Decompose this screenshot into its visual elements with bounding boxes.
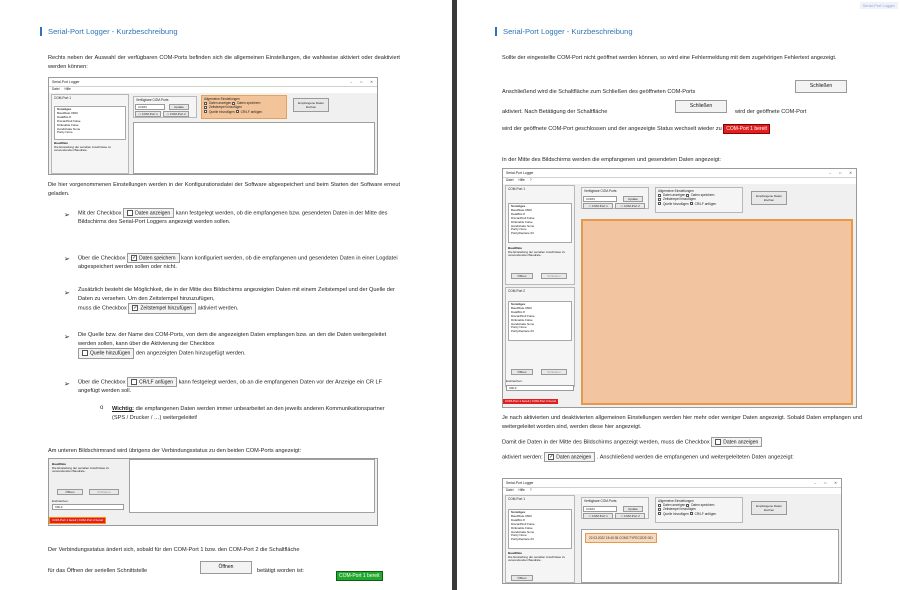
menu-file: Datei [506, 178, 514, 182]
tree-row: DiscardNull False [511, 215, 535, 220]
update-button[interactable]: Update [169, 104, 189, 110]
bullet-save-data: Über die Checkbox ✓ Daten speichern kann konfiguriert werden, ob die empfangenen und gesendeten Daten in einer Logdatei abgespeichert werden sollen oder nicht. [78, 255, 398, 271]
inline-checkbox-save-data: ✓ Daten speichern [127, 253, 179, 263]
page-heading: Serial-Port Logger - Kurzbeschreibung [495, 27, 633, 36]
after-shot-paragraph: Die hier vorgenommenen Einstellungen werden in der Konfigurationsdatei der Software abgespeichert und beim Starten der Software erneut geladen. [48, 182, 400, 197]
to-com-port-1-button[interactable]: -> COM-Port 1 [583, 203, 613, 209]
window-titlebar [503, 169, 856, 178]
tree-header: Sonstiges [511, 510, 526, 514]
cb-source[interactable]: Quelle hinzufügen [209, 109, 235, 114]
bullet-source: Die Quelle bzw. der Name des COM-Ports, von dem die angezeigten Daten empfangen bzw. an den die Daten weitergeleitet werden sollen, kann über die Aktivierung der Checkbox Quelle hinzufügen den angezeigten Daten hinzugefügt werden. [78, 332, 387, 357]
close-button[interactable]: Schließen [541, 369, 567, 375]
tree-row: Parity None [511, 325, 527, 330]
sub-bullet-icon: o [100, 405, 104, 411]
properties-tree [508, 509, 572, 549]
general-settings-label: Allgemeine Einstellungen [204, 97, 240, 101]
minimize-icon: – [814, 480, 817, 485]
open-button[interactable]: Öffnen [511, 273, 533, 279]
status-green-badge: COM-Port 1 bereit [336, 564, 383, 582]
tree-row: Handshake None [511, 321, 535, 326]
checkmark-icon: ✓ [132, 255, 137, 261]
clear-received-button[interactable]: Empfangene Daten löschen [293, 98, 329, 112]
close-button-illustration: Schließen [795, 80, 847, 93]
sub-bullet-important: Wichtig: die empfangenen Daten werden immer unbearbeitet an den jeweils anderen Kommunikationspartner (SPS / Drucker / …) weitergeleitet! [112, 406, 385, 421]
watermark: Serial-Port Logger [860, 2, 898, 9]
checkbox-icon [127, 210, 133, 216]
status-bar-badge: COM-Port 1 bereit | COM-Port 2 bereit [49, 517, 106, 524]
checkbox-icon [82, 350, 88, 356]
menu-bar [503, 488, 841, 494]
checkbox-icon [690, 202, 693, 205]
checkbox-icon [715, 439, 721, 445]
data-shown-screenshot [502, 478, 842, 584]
baud-description: BaudRate Die Einstellung der seriellen Anschlüsse zu verwendenden Baudrate. [54, 141, 112, 153]
tree-row: Handshake None [511, 223, 535, 228]
minimize-icon: – [829, 170, 832, 175]
show-checkbox-paragraph-2: aktiviert werden: ✓ Daten anzeigen . Anschließend werden die empfangenen und weitergeleiteten Daten angezeigt: [502, 454, 794, 461]
checkmark-icon: ✓ [133, 305, 138, 312]
baud-description: BaudRate Die Einstellung der seriellen Anschlüsse zu verwendenden Baudrate. [52, 462, 110, 474]
tree-row: DtrEnable False [511, 219, 533, 224]
tree-row: DiscardNull False [511, 521, 535, 526]
cb-save-data[interactable]: Daten speichern [237, 101, 261, 106]
tree-row: Parity None [511, 227, 527, 232]
window-title: Serial-Port Logger [506, 170, 534, 175]
show-checkbox-paragraph: Damit die Daten in der Mitte des Bildschirms angezeigt werden, muss die Checkbox Daten anzeigen [502, 437, 862, 447]
page-heading: Serial-Port Logger - Kurzbeschreibung [40, 27, 178, 36]
clear-received-button[interactable]: Empfangene Daten löschen [751, 191, 787, 205]
close-button-paragraph-b: aktiviert. Nach Betätigung der Schaltfläche [502, 109, 608, 115]
close-button-illustration: Schließen [675, 100, 727, 113]
general-settings-label: Allgemeine Einstellungen [658, 499, 694, 503]
cb-timestamp[interactable]: Zeitstempel hinzufügen [663, 197, 696, 202]
general-settings-label: Allgemeine Einstellungen [658, 189, 694, 193]
open-button-illustration: Öffnen [200, 561, 252, 574]
cb-source[interactable]: Quelle hinzufügen [663, 511, 689, 516]
open-button[interactable]: Öffnen [511, 575, 533, 581]
window-title: Serial-Port Logger [52, 79, 80, 84]
menu-about: ? [529, 488, 532, 492]
window-title: Serial-Port Logger [506, 480, 534, 485]
important-label: Wichtig: [112, 406, 135, 412]
close-button-paragraph-a: Anschließend wird die Schaltfläche zum Schließen des geöffneten COM-Ports [502, 89, 696, 95]
tree-row: DiscardNull False [57, 118, 81, 123]
arrow-bullet-icon: ➢ [64, 255, 70, 263]
end-char-label: Endzeichen: [506, 379, 523, 383]
menu-help: Hilfe [518, 178, 525, 182]
checkbox-icon [658, 508, 661, 511]
data-display-area [133, 122, 375, 174]
tree-row: DiscardNull False [511, 313, 535, 318]
window-titlebar [503, 479, 841, 488]
tree-row: Parity None [511, 533, 527, 538]
data-area-screenshot [502, 168, 857, 408]
data-display-area [581, 529, 839, 583]
end-char-select[interactable]: CRLF [52, 504, 124, 510]
tree-row: Handshake None [57, 126, 81, 131]
available-ports-label: Verfügbare COM-Ports [584, 499, 617, 503]
tree-row: DtrEnable False [511, 317, 533, 322]
data-display-area [129, 459, 375, 513]
arrow-bullet-icon: ➢ [64, 333, 70, 341]
update-button[interactable]: Update [623, 196, 643, 202]
tree-row: DataBits 8 [511, 309, 525, 314]
com-port-1-label: COM-Port 1 [508, 187, 526, 191]
menu-about: ? [529, 178, 532, 182]
clear-received-button[interactable]: Empfangene Daten löschen [751, 501, 787, 515]
end-char-label: Endzeichen: [52, 499, 69, 503]
bullet-crlf: Über die Checkbox CR/LF anfügen kann festgelegt werden, ob an die empfangenen Daten vor der Anzeige ein CR LF angefügt werden soll. [78, 377, 398, 396]
open-button[interactable]: Öffnen [57, 489, 83, 495]
to-com-port-1-button[interactable]: -> COM-Port 1 [135, 111, 161, 117]
close-icon: ✕ [370, 79, 373, 84]
tree-row: Handshake None [511, 529, 535, 534]
cb-crlf[interactable]: CR/LF anfügen [694, 511, 717, 516]
tree-header: Sonstiges [511, 302, 526, 306]
maximize-icon: □ [824, 480, 827, 485]
maximize-icon: □ [839, 170, 842, 175]
general-settings-group [655, 187, 743, 213]
menu-file: Datei [506, 488, 514, 492]
tree-row: Parity None [57, 130, 73, 135]
tree-header: Sonstiges [511, 204, 526, 208]
status-red-badge: COM-Port 1 bereit [723, 124, 770, 134]
data-line: 22.03.2022 15:40:35 COM3 TYPECODE 001 [585, 533, 657, 543]
tree-row: DataBits 8 [511, 517, 525, 522]
close-button-paragraph-c1: wird der geöffnete COM-Port [735, 109, 807, 115]
inline-checkbox-source: Quelle hinzufügen [78, 348, 134, 358]
checkbox-icon [658, 194, 661, 197]
checkmark-icon: ✓ [549, 454, 554, 460]
cb-crlf[interactable]: CR/LF anfügen [240, 109, 263, 114]
com-port-1-label: COM-Port 1 [54, 96, 72, 100]
cb-save-data[interactable]: Daten speichern [691, 193, 715, 198]
tree-row: BaudRate 9600 [57, 110, 78, 115]
bullet-timestamp: Zusätzlich besteht die Möglichkeit, die in der Mitte des Bildschirms angezeigten Daten mit einem Zeitstempel und der Quelle der Daten zu versehen. Um den Zeitstempel hinzuzufügen, muss die Checkbox ✓ Zeitstempel hinzufügen aktiviert werden. [78, 287, 395, 312]
window-titlebar [49, 78, 377, 87]
arrow-bullet-icon: ➢ [64, 211, 70, 219]
arrow-bullet-icon: ➢ [64, 380, 70, 388]
update-button[interactable]: Update [623, 506, 643, 512]
settings-effect-paragraph: Je nach aktivierten und deaktivierten allgemeinen Einstellungen werden hier mehr oder weniger Daten angezeigt. Sobald Daten empfangen und weitergeleitet worden sind, werden diese hier angezeigt. [502, 415, 862, 430]
maximize-icon: □ [360, 79, 363, 84]
to-com-port-1-button[interactable]: -> COM-Port 1 [583, 513, 613, 519]
general-settings-group [201, 95, 287, 119]
baud-description: BaudRate Die Einstellung der seriellen Anschlüsse zu verwendenden Baudrate. [508, 246, 566, 258]
minimize-icon: – [350, 79, 353, 84]
tree-row: DataBits 8 [57, 114, 71, 119]
inline-checkbox-timestamp: ✓ Zeitstempel hinzufügen [128, 303, 196, 313]
cb-timestamp[interactable]: Zeitstempel hinzufügen [663, 507, 696, 512]
available-ports-label: Verfügbare COM-Ports [584, 189, 617, 193]
tree-row: DtrEnable False [511, 525, 533, 530]
checkbox-icon [658, 504, 661, 507]
checkbox-icon [204, 102, 207, 105]
checkbox-icon [686, 194, 689, 197]
cb-show-data[interactable]: Daten anzeigen [663, 193, 686, 198]
tree-row: BaudRate 9600 [511, 207, 532, 212]
cb-show-data[interactable]: Daten anzeigen [209, 101, 232, 106]
tree-row: DataBits 8 [511, 211, 525, 216]
final-paragraph-3: betätigt worden ist: [257, 568, 304, 574]
to-com-port-2-button[interactable]: -> COM-Port 2 [615, 513, 645, 519]
properties-tree [508, 203, 572, 243]
com-port-select[interactable]: COM4 [135, 104, 165, 110]
settings-screenshot [48, 77, 378, 175]
bullet-show-data: Mit der Checkbox Daten anzeigen kann festgelegt werden, ob die empfangenen bzw. gesendeten Daten in der Mitte des Bildschirms des Serial-Port Loggers angezeigt werden sollen. [78, 208, 398, 227]
arrow-bullet-icon: ➢ [64, 289, 70, 297]
tree-row: ParityReplace 63 [511, 231, 534, 236]
checkbox-icon [204, 106, 207, 109]
data-display-area-highlighted [581, 219, 853, 405]
tree-row: DtrEnable False [57, 122, 79, 127]
tree-row: ParityReplace 63 [511, 329, 534, 334]
com-port-select[interactable]: COM4 [583, 506, 617, 512]
cb-crlf[interactable]: CR/LF anfügen [694, 201, 717, 206]
checkbox-icon [232, 102, 235, 105]
intro-paragraph: Rechts neben der Auswahl der verfügbaren COM-Ports befinden sich die allgemeinen Einstellungen, die wahlweise aktiviert oder deaktiviert werden können: [48, 55, 400, 70]
menu-bar [503, 178, 856, 184]
inline-checkbox-crlf: CR/LF anfügen [127, 377, 177, 387]
baud-description: BaudRate Die Einstellung der seriellen Anschlüsse zu verwendenden Baudrate. [508, 551, 566, 563]
inline-checkbox-show-data-checked: ✓ Daten anzeigen [544, 452, 595, 462]
checkbox-icon [658, 198, 661, 201]
properties-tree [54, 106, 126, 140]
com-port-select[interactable]: COM4 [583, 196, 617, 202]
to-com-port-2-button[interactable]: -> COM-Port 2 [163, 111, 189, 117]
checkbox-icon [131, 379, 137, 385]
tree-row: BaudRate 9600 [511, 305, 532, 310]
status-screenshot [48, 458, 378, 526]
bottom-status-intro: Am unteren Bildschirmrand wird übrigens der Verbindungsstatus zu den beiden COM-Ports angezeigt: [48, 448, 302, 454]
menu-help: Hilfe [518, 488, 525, 492]
end-char-select[interactable]: CRLF [506, 385, 574, 391]
document-page-right [457, 0, 900, 590]
tree-header: Sonstiges [57, 107, 72, 111]
middle-display-paragraph: In der Mitte des Bildschirms werden die empfangenen und gesendeten Daten angezeigt: [502, 157, 721, 163]
properties-tree [508, 301, 572, 341]
general-settings-group [655, 497, 743, 523]
cb-save-data[interactable]: Daten speichern [691, 503, 715, 508]
close-icon: ✕ [834, 480, 837, 485]
menu-file: Datei [52, 87, 60, 91]
open-button[interactable]: Öffnen [511, 369, 533, 375]
checkbox-icon [690, 512, 693, 515]
final-paragraph-1: Der Verbindungsstatus ändert sich, sobald für den COM-Port 1 bzw. den COM-Port 2 die Schaltfläche [48, 547, 300, 553]
close-button[interactable]: Schließen [541, 273, 567, 279]
checkbox-icon [236, 110, 239, 113]
menu-bar [49, 87, 377, 93]
close-button[interactable]: Schließen [89, 489, 119, 495]
status-bar-badge: COM-Port 1 bereit | COM-Port 2 bereit [505, 399, 557, 403]
error-paragraph: Sollte der eingestellte COM-Port nicht geöffnet werden können, so wird eine Fehlermeldung mit dem zugehörigen Fehlertext angezeigt. [502, 55, 837, 61]
available-ports-label: Verfügbare COM-Ports [136, 98, 169, 102]
inline-checkbox-show-data: Daten anzeigen [711, 437, 762, 447]
inline-checkbox-show-data: Daten anzeigen [123, 208, 174, 218]
checkbox-icon [204, 110, 207, 113]
menu-help: Hilfe [64, 87, 71, 91]
close-icon: ✕ [849, 170, 852, 175]
checkbox-icon [658, 202, 661, 205]
final-paragraph-2: für das Öffnen der seriellen Schnittstelle [48, 568, 148, 574]
checkbox-icon [686, 504, 689, 507]
close-button-paragraph-c: wird der geöffnete COM-Port geschlossen und der angezeigte Status wechselt wieder zu COM-Port 1 bereit [502, 124, 852, 134]
cb-source[interactable]: Quelle hinzufügen [663, 201, 689, 206]
com-port-1-label: COM-Port 1 [508, 497, 526, 501]
com-port-2-label: COM-Port 2 [508, 289, 526, 293]
cb-show-data[interactable]: Daten anzeigen [663, 503, 686, 508]
tree-row: ParityReplace 63 [511, 537, 534, 542]
to-com-port-2-button[interactable]: -> COM-Port 2 [615, 203, 645, 209]
checkbox-icon [658, 512, 661, 515]
cb-timestamp[interactable]: Zeitstempel hinzufügen [209, 105, 242, 110]
tree-row: BaudRate 9600 [511, 513, 532, 518]
